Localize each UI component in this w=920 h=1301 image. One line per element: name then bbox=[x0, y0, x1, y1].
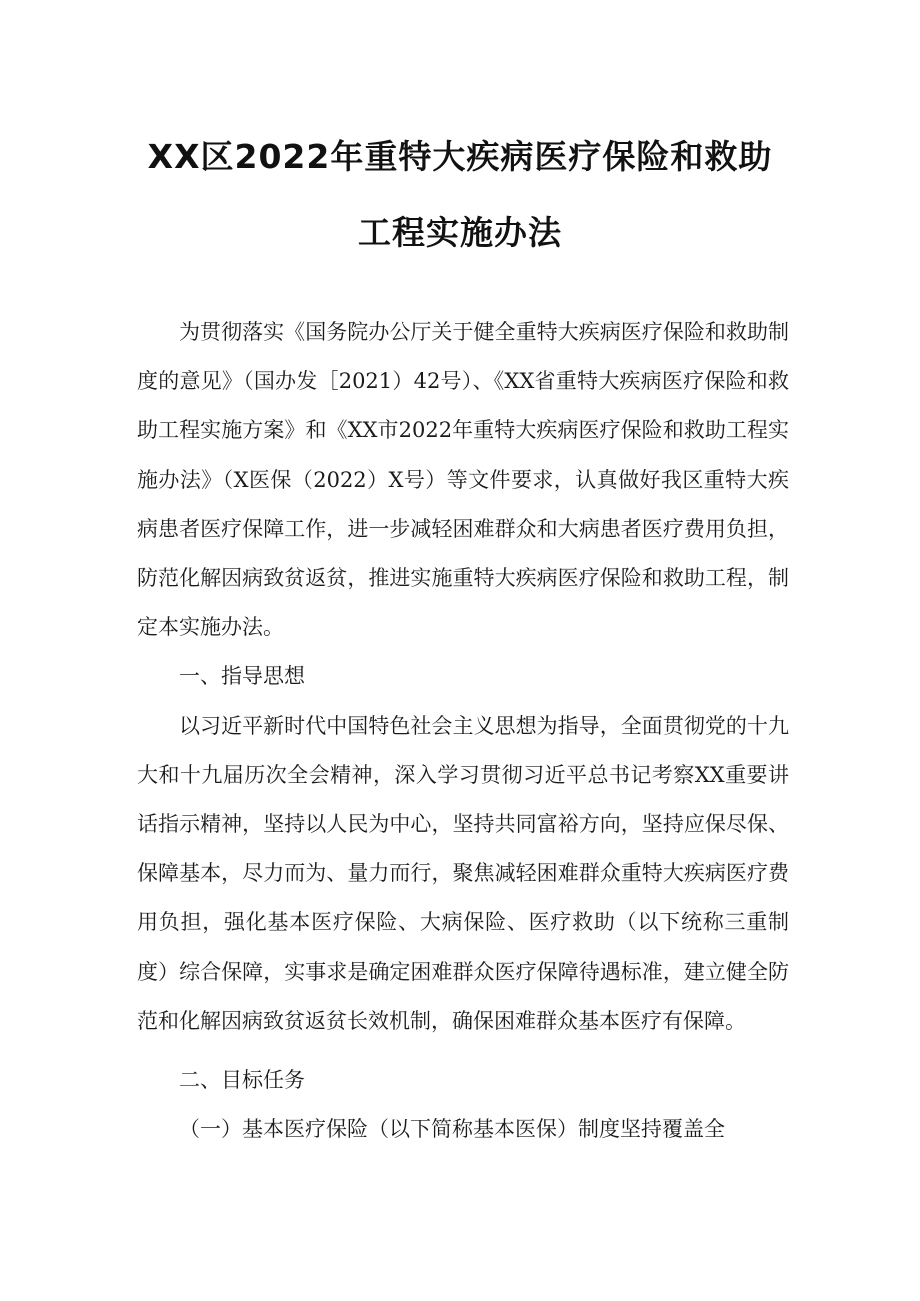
goals-paragraph-1: （一）基本医疗保险（以下简称基本医保）制度坚持覆盖全 bbox=[179, 1117, 725, 1142]
document-body bbox=[137, 308, 789, 1154]
intro-paragraph: 为贯彻落实《国务院办公厅关于健全重特大疾病医疗保险和救助制度的意见》（国办发［2021）42号）、《XX省重特大疾病医疗保险和救助工程实施方案》和《XX市2022年重特大疾病医疗保险和救助工程实施办法》（X医保（2022）X号）等文件要求，认真做好我区重特大疾病患者医疗保障工作，进一步减轻困难群众和大病患者医疗费用负担，防范化解因病致贫返贫，推进实施重特大疾病医疗保险和救助工程，制定本实施办法。 bbox=[137, 320, 789, 640]
section-heading-goals-tasks: 二、目标任务 bbox=[179, 1068, 305, 1093]
document-title-line-2: 工程实施办法 bbox=[358, 213, 562, 252]
document-title-line-1: XX区2022年重特大疾病医疗保险和救助 bbox=[147, 137, 773, 176]
section-heading-guiding-ideology: 一、指导思想 bbox=[179, 664, 305, 689]
guiding-ideology-paragraph: 以习近平新时代中国特色社会主义思想为指导，全面贯彻党的十九大和十九届历次全会精神，深入学习贯彻习近平总书记考察XX重要讲话指示精神，坚持以人民为中心，坚持共同富裕方向，坚持应保尽保、保障基本，尽力而为、量力而行，聚焦减轻困难群众重特大疾病医疗费用负担，强化基本医疗保险、大病保险、医疗救助（以下统称三重制度）综合保障，实事求是确定困难群众医疗保障待遇标准，建立健全防范和化解因病致贫返贫长效机制，确保困难群众基本医疗有保障。 bbox=[137, 713, 789, 1033]
